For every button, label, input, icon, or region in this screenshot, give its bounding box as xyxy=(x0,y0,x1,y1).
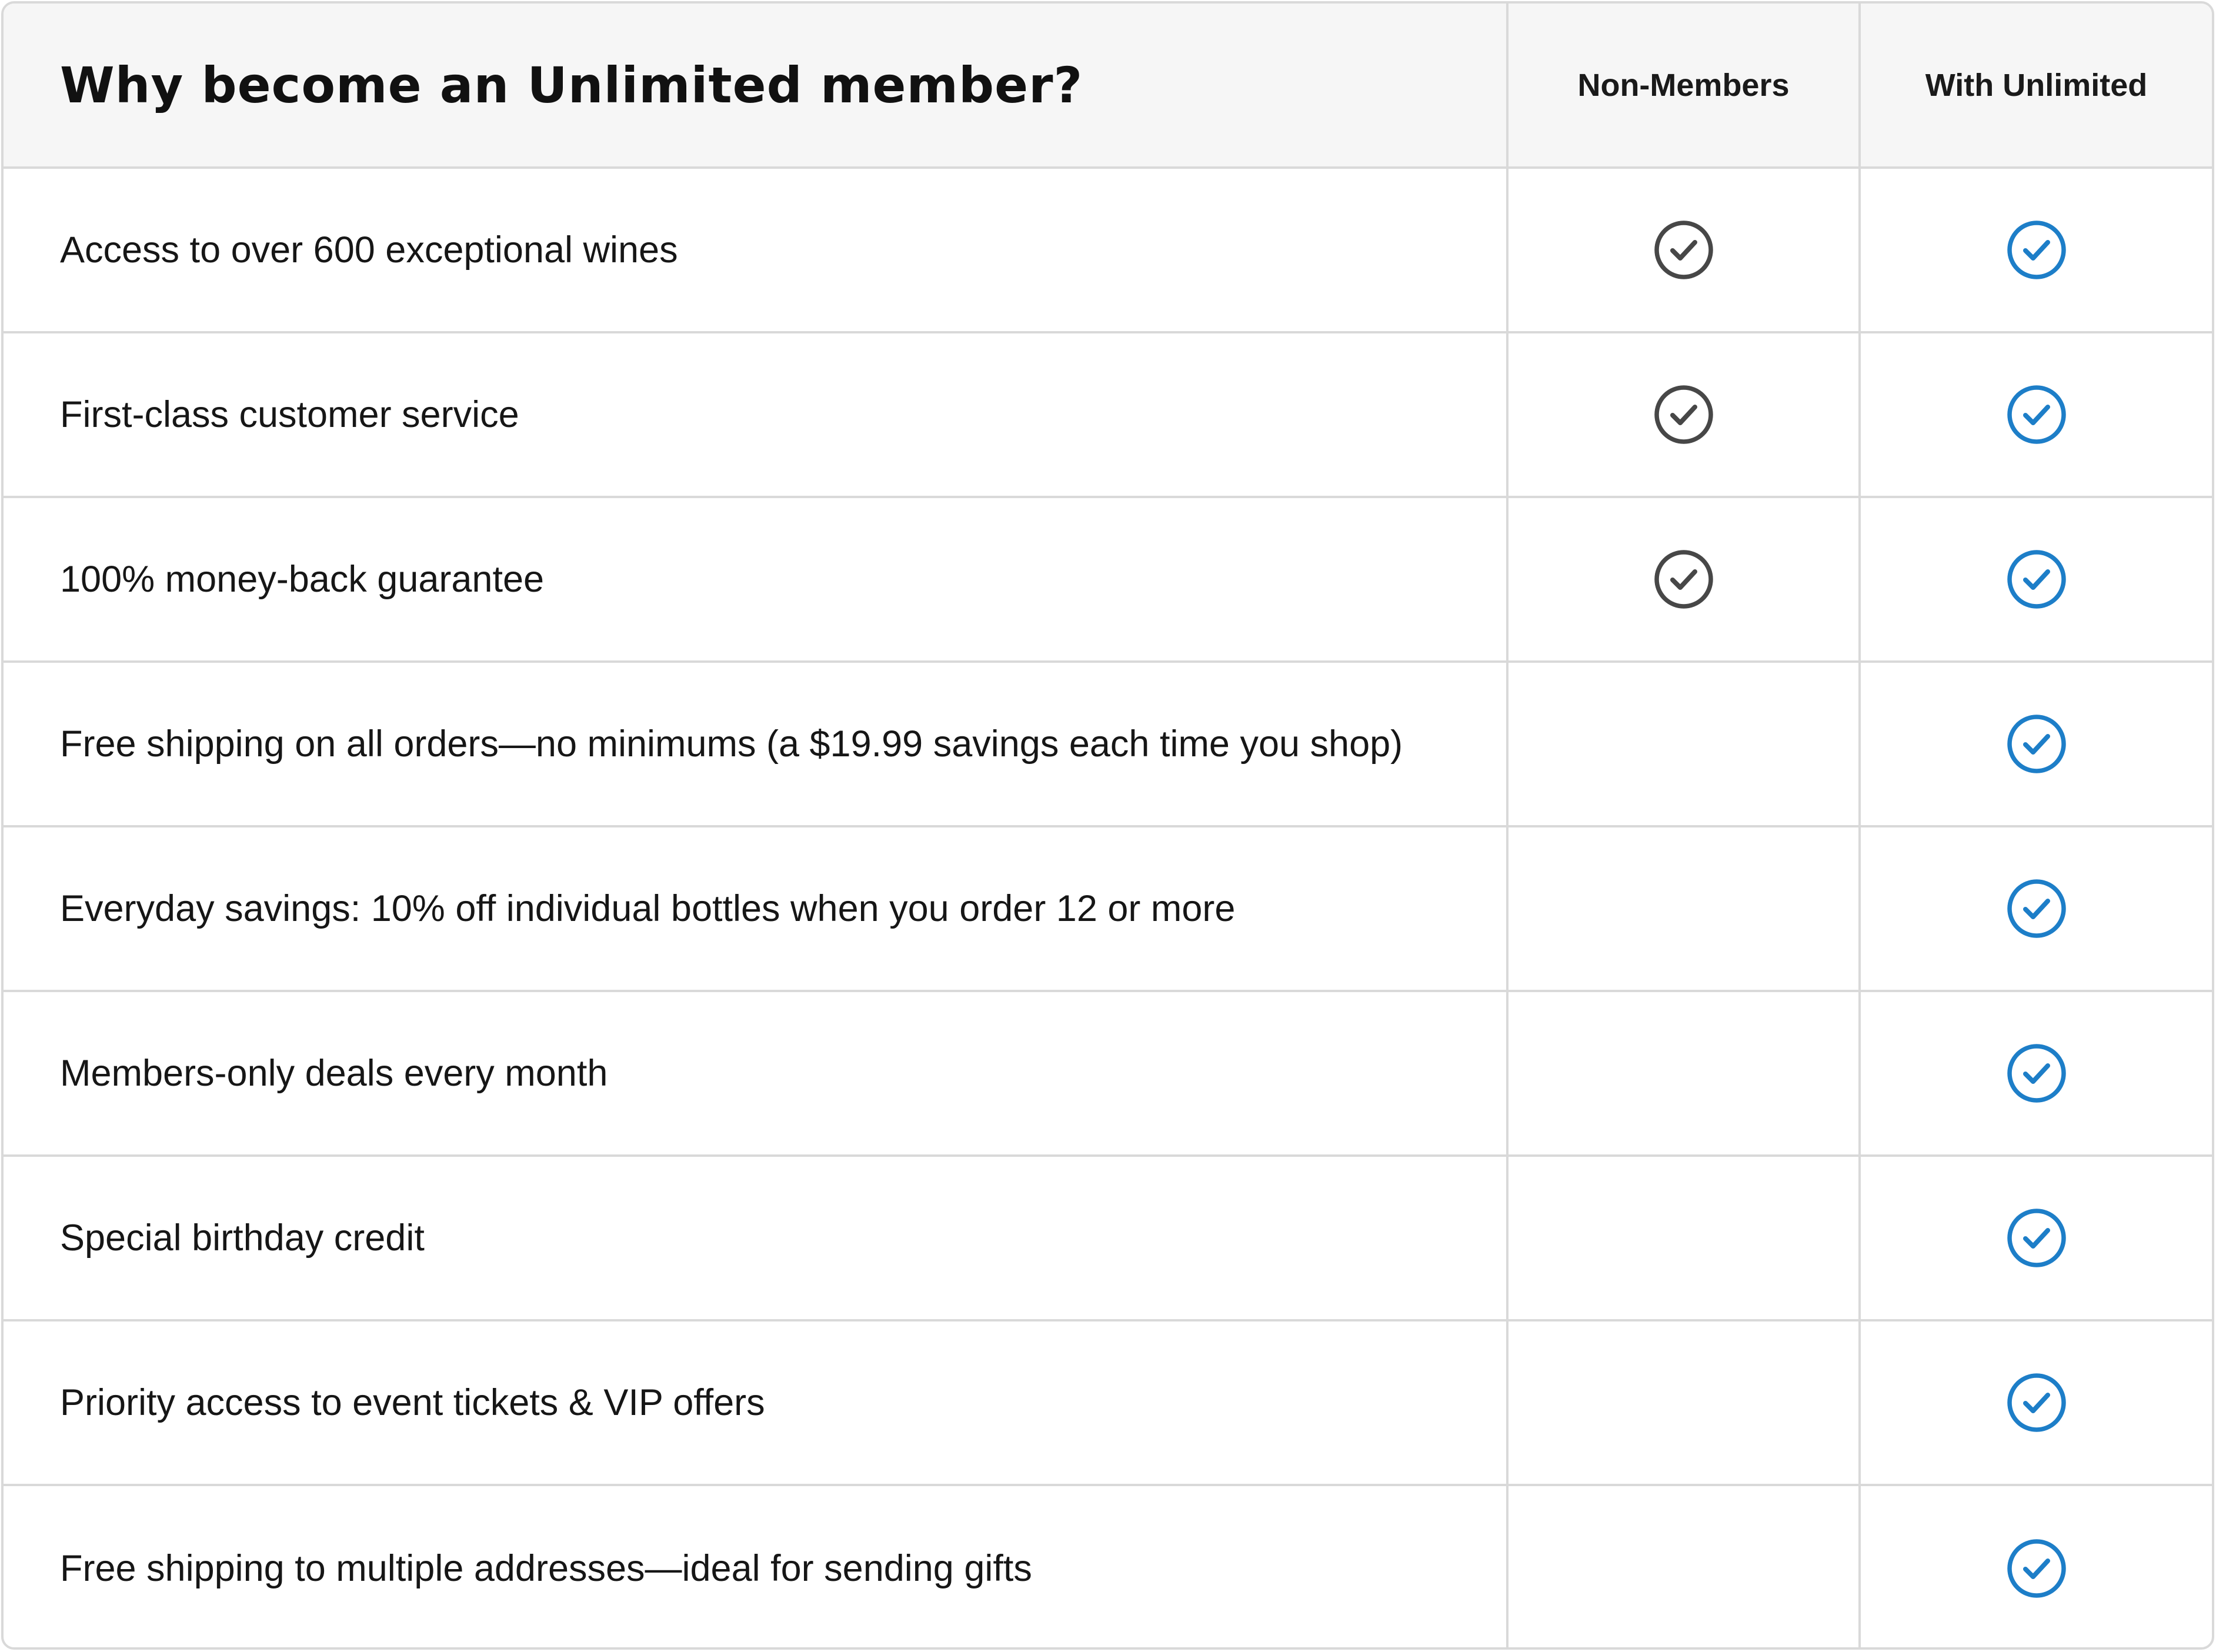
table-row xyxy=(4,169,2212,333)
check-circle-icon xyxy=(2006,1538,2067,1599)
table-row xyxy=(4,498,2212,663)
header-unlimited-cell xyxy=(1861,4,2212,166)
table-row xyxy=(4,663,2212,827)
non-member-cell xyxy=(1509,1321,1861,1484)
unlimited-cell xyxy=(1861,827,2212,990)
feature-cell xyxy=(4,169,1509,331)
check-circle-icon xyxy=(2006,878,2067,939)
non-member-cell xyxy=(1509,169,1861,331)
feature-label: Free shipping to multiple addresses—ideal for sending gifts xyxy=(60,1548,1032,1589)
non-member-cell xyxy=(1509,827,1861,990)
feature-label: Access to over 600 exceptional wines xyxy=(60,229,678,271)
unlimited-cell xyxy=(1861,498,2212,660)
non-member-cell xyxy=(1509,498,1861,660)
feature-label: Free shipping on all orders—no minimums (a $19.99 savings each time you shop) xyxy=(60,723,1403,765)
feature-label: Priority access to event tickets & VIP offers xyxy=(60,1382,765,1423)
column-header-non-members: Non-Members xyxy=(1577,67,1790,103)
table-row xyxy=(4,1486,2212,1650)
check-circle-icon xyxy=(2006,1207,2067,1269)
feature-label: First-class customer service xyxy=(60,394,519,435)
feature-cell xyxy=(4,1157,1509,1319)
table-row xyxy=(4,827,2212,992)
feature-cell xyxy=(4,498,1509,660)
table-header xyxy=(4,4,2212,169)
unlimited-cell xyxy=(1861,992,2212,1154)
check-circle-icon xyxy=(2006,549,2067,610)
non-member-cell xyxy=(1509,663,1861,825)
unlimited-cell xyxy=(1861,663,2212,825)
table-row xyxy=(4,1157,2212,1321)
feature-cell xyxy=(4,1486,1509,1650)
unlimited-cell xyxy=(1861,333,2212,496)
non-member-cell xyxy=(1509,333,1861,496)
header-title-cell xyxy=(4,4,1509,166)
check-circle-icon xyxy=(2006,1043,2067,1104)
non-member-cell xyxy=(1509,1486,1861,1650)
feature-cell xyxy=(4,1321,1509,1484)
feature-label: Members-only deals every month xyxy=(60,1053,608,1094)
non-member-cell xyxy=(1509,992,1861,1154)
check-circle-icon xyxy=(2006,1372,2067,1433)
unlimited-cell xyxy=(1861,1321,2212,1484)
check-circle-icon xyxy=(1653,219,1714,281)
unlimited-cell xyxy=(1861,1157,2212,1319)
feature-label: Special birthday credit xyxy=(60,1217,425,1259)
feature-cell xyxy=(4,992,1509,1154)
feature-cell xyxy=(4,827,1509,990)
header-non-members-cell xyxy=(1509,4,1861,166)
comparison-table xyxy=(1,1,2214,1650)
feature-cell xyxy=(4,333,1509,496)
feature-label: Everyday savings: 10% off individual bottles when you order 12 or more xyxy=(60,888,1236,929)
page-title: Why become an Unlimited member? xyxy=(60,56,1083,114)
table-row xyxy=(4,992,2212,1157)
non-member-cell xyxy=(1509,1157,1861,1319)
check-circle-icon xyxy=(2006,713,2067,775)
check-circle-icon xyxy=(2006,384,2067,445)
check-circle-icon xyxy=(1653,384,1714,445)
unlimited-cell xyxy=(1861,169,2212,331)
feature-label: 100% money-back guarantee xyxy=(60,559,545,600)
table-row xyxy=(4,1321,2212,1486)
check-circle-icon xyxy=(1653,549,1714,610)
unlimited-cell xyxy=(1861,1486,2212,1650)
check-circle-icon xyxy=(2006,219,2067,281)
feature-cell xyxy=(4,663,1509,825)
table-row xyxy=(4,333,2212,498)
column-header-with-unlimited: With Unlimited xyxy=(1925,67,2148,103)
